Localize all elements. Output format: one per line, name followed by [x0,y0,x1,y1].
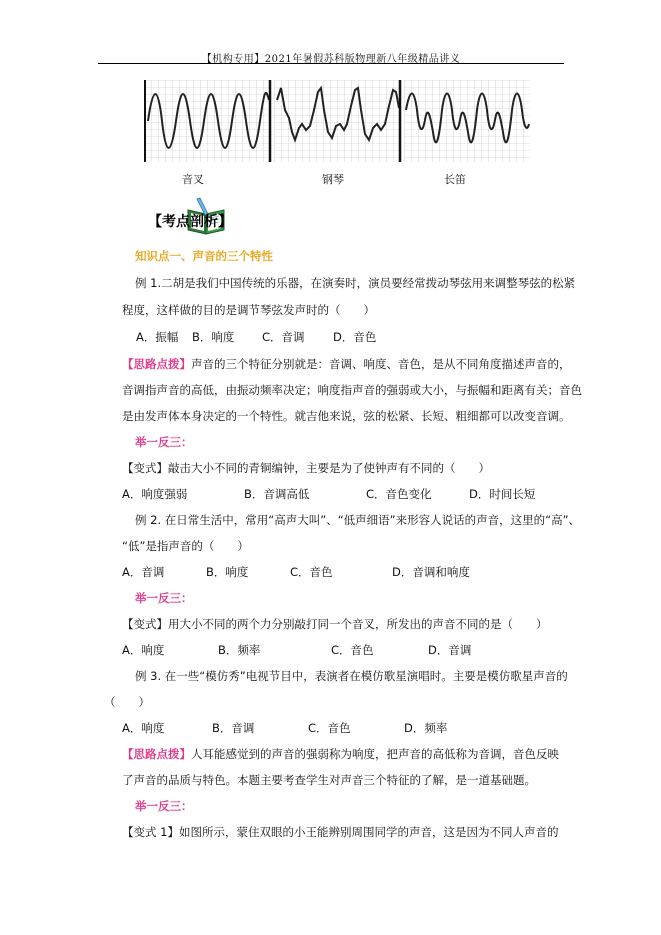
example-1-option-d: D．音色 [333,330,377,344]
page-header: 【机构专用】2021年暑假苏科版物理新八年级精品讲义 [201,54,461,65]
tip-2-line-2: 了声音的品质与特色。本题主要考查学生对声音三个特征的了解，是一道基础题。 [122,773,536,787]
variant-2-option-d: D．音调 [428,643,472,657]
example-3-line-1: 例 3. 在一些“模仿秀”电视节目中，表演者在模仿歌星演唱时。主要是模仿歌星声音的 [135,669,568,683]
figure-label-flute: 长笛 [444,173,466,186]
variant-3-line: 【变式 1】如图所示，蒙住双眼的小王能辨别周围同学的声音，这是因为不同人声音的 [122,825,559,839]
knowledge-point-title: 知识点一、声音的三个特性 [135,249,273,263]
example-2-option-b: B．响度 [206,565,249,579]
example-1-option-a: A．振幅 [136,330,179,344]
header-rule [98,63,564,64]
example-2-option-d: D．音调和响度 [392,565,470,579]
example-2-line-1: 例 2. 在日常生活中，常用“高声大叫”、“低声细语”来形容人说话的声音，这里的“高”、 [135,513,581,527]
tip-2-line-1 [122,746,559,762]
variant-2-option-c: C．音色 [331,643,374,657]
piano-waveform [274,80,400,162]
example-3-option-d: D．频率 [404,721,448,735]
example-1-line-2: 程度，这样做的目的是调节琴弦发声时的（ ） [122,303,375,317]
tip-1-text: 声音的三个特征分别就是：音调、响度、音色，是从不同角度描述声音的， [191,357,571,371]
tuning-fork-waveform [144,80,270,162]
variant-2-option-a: A．响度 [122,643,165,657]
variant-1-option-c: C．音色变化 [366,487,432,501]
example-3-option-b: B．音调 [212,721,255,735]
example-2-option-a: A．音调 [122,565,165,579]
juyi-fansan-1: 举一反三： [135,435,193,449]
tip-1-label: 【思路点拨】 [122,357,191,371]
variant-1-option-d: D．时间长短 [469,487,536,501]
variant-1-option-b: B．音调高低 [244,487,310,501]
section-title: 【考点剖析】 [148,214,232,230]
figure-label-tuning-fork: 音叉 [182,173,204,186]
juyi-fansan-3: 举一反三： [135,799,193,813]
variant-2-line: 【变式】用大小不同的两个力分别敲打同一个音叉，所发出的声音不同的是（ ） [122,617,548,631]
tip-2-text: 人耳能感觉到的声音的强弱称为响度，把声音的高低称为音调，音色反映 [191,747,559,761]
figure-label-piano: 钢琴 [322,173,344,186]
example-2-option-c: C．音色 [290,565,333,579]
variant-1-option-a: A．响度强弱 [122,487,188,501]
tip-1-line-1 [122,356,571,372]
flute-waveform [404,80,530,162]
example-1-line-1: 例 1.二胡是我们中国传统的乐器，在演奏时，演员要经常拨动琴弦用来调整琴弦的松紧 [135,276,576,290]
variant-1-line: 【变式】敲击大小不同的青铜编钟，主要是为了使钟声有不同的（ ） [122,461,490,475]
variant-2-option-b: B．频率 [218,643,261,657]
example-3-line-2: （ ） [104,695,150,709]
tip-2-label: 【思路点拨】 [122,747,191,761]
example-2-line-2: “低”是指声音的（ ） [122,539,249,553]
example-1-option-b: B．响度 [192,330,235,344]
example-3-option-a: A．响度 [122,721,165,735]
juyi-fansan-2: 举一反三： [135,591,193,605]
example-1-option-c: C．音调 [262,330,305,344]
tip-1-line-3: 是由发声体本身决定的一个特性。就吉他来说，弦的松紧、长短、粗细都可以改变音调。 [122,409,571,423]
tip-1-line-2: 音调指声音的高低，由振动频率决定；响度指声音的强弱或大小，与振幅和距离有关；音色 [122,383,582,397]
waveform-figure [144,80,530,162]
example-3-option-c: C．音色 [308,721,351,735]
